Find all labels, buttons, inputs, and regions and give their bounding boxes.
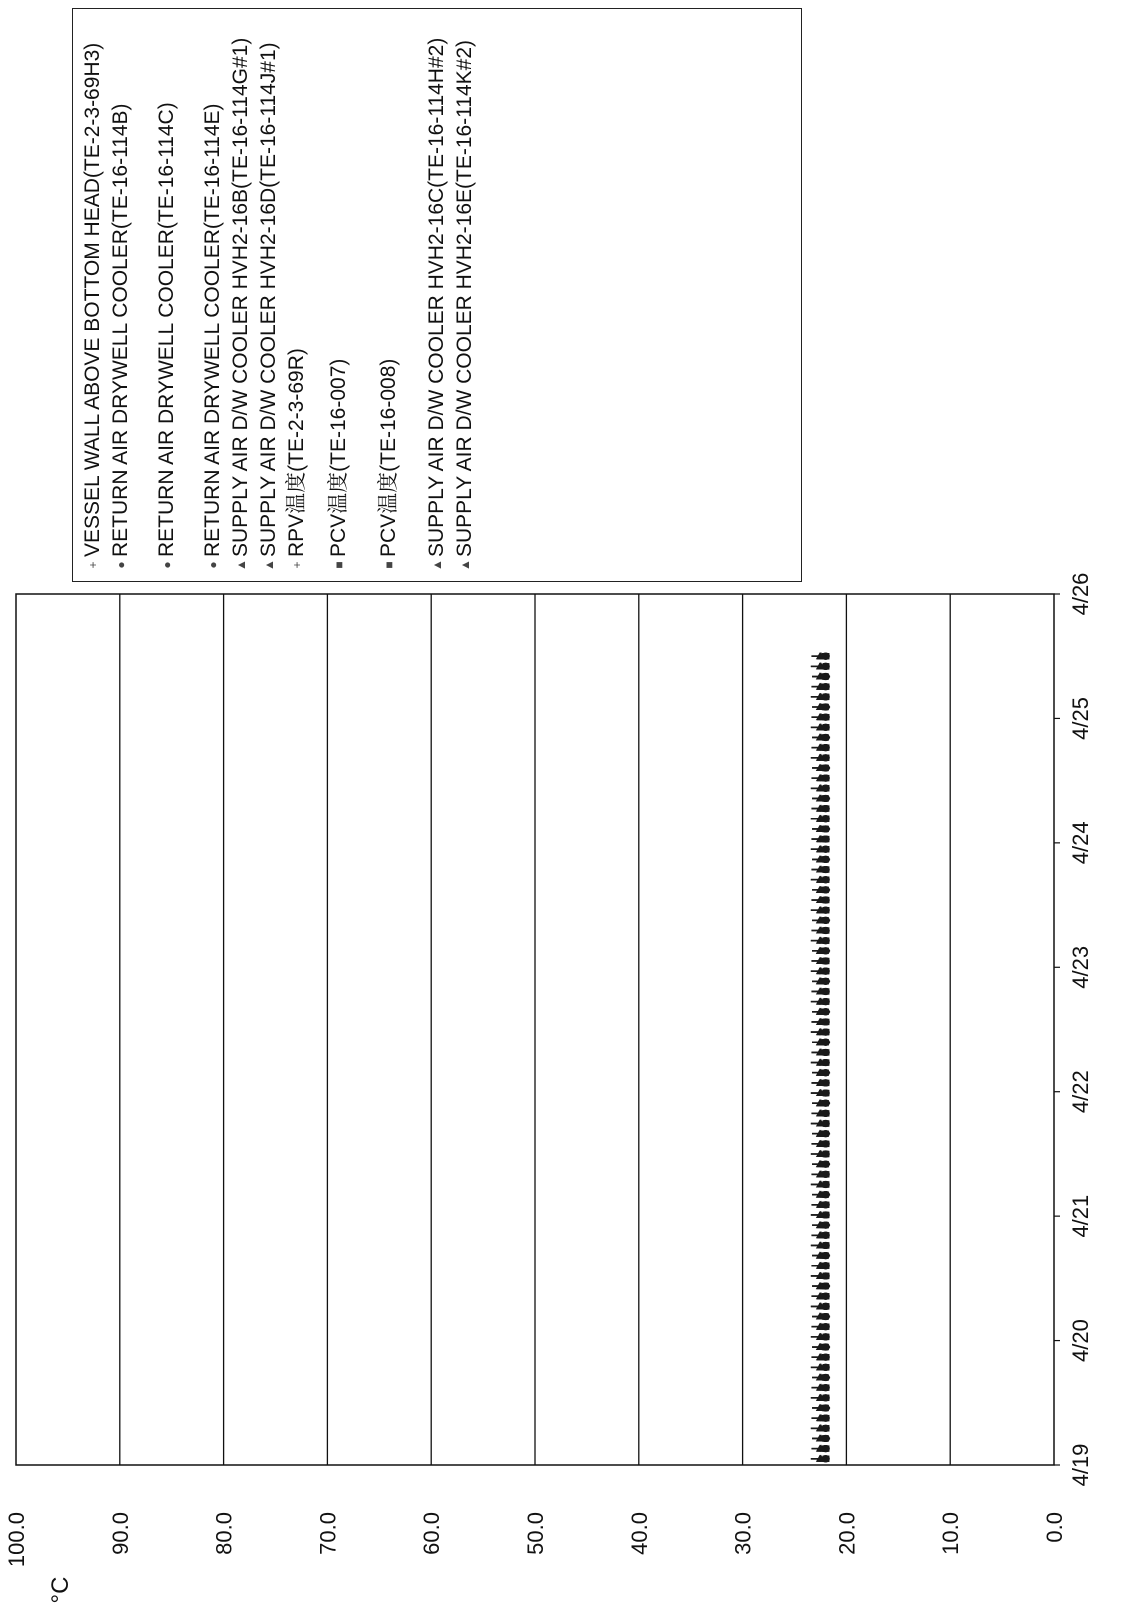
legend-marker-icon: + — [290, 561, 304, 569]
legend-label: PCV温度(TE-16-007) — [327, 358, 350, 557]
legend-marker-icon: ▲ — [234, 559, 248, 571]
y-tick-label: 100.0 — [4, 1512, 29, 1568]
y-tick-label: 50.0 — [523, 1512, 548, 1555]
legend-marker-icon: ▲ — [458, 559, 472, 571]
y-tick-label: 70.0 — [315, 1512, 341, 1555]
legend-label: PCV温度(TE-16-008) — [377, 358, 400, 557]
series-2 — [821, 653, 829, 1463]
legend-item — [425, 19, 449, 573]
legend-item — [285, 19, 309, 573]
series-6 — [816, 652, 825, 1462]
x-tick-label: 4/25 — [1068, 697, 1093, 740]
x-tick-label: 4/26 — [1068, 572, 1093, 616]
y-tick-label: 30.0 — [730, 1512, 756, 1555]
legend-item — [201, 19, 225, 573]
legend-label: SUPPLY AIR D/W COOLER HVH2-16E(TE-16-114K#2) — [453, 39, 476, 557]
legend-label: SUPPLY AIR D/W COOLER HVH2-16C(TE-16-114H#2) — [425, 37, 448, 557]
legend-item — [453, 19, 477, 573]
legend-marker-icon: ■ — [382, 561, 396, 569]
legend-marker-icon: ● — [114, 561, 128, 569]
legend-label: SUPPLY AIR D/W COOLER HVH2-16B(TE-16-114G#1) — [229, 37, 252, 557]
y-tick-label: 60.0 — [419, 1512, 445, 1555]
legend-label: RPV温度(TE-2-3-69R) — [285, 348, 308, 557]
legend-item — [257, 19, 281, 573]
legend-item — [377, 19, 401, 573]
legend-marker-icon: ● — [160, 561, 174, 569]
x-tick-label: 4/21 — [1068, 1194, 1093, 1238]
y-tick-label: 20.0 — [834, 1512, 860, 1555]
legend-marker-icon: + — [86, 561, 100, 569]
tick-labels — [4, 573, 1093, 1567]
legend-label: RETURN AIR DRYWELL COOLER(TE-16-114E) — [201, 103, 224, 557]
x-tick-label: 4/19 — [1068, 1443, 1093, 1487]
series-9 — [822, 653, 830, 1462]
legend-marker-icon: ▲ — [430, 559, 444, 571]
legend-item — [109, 19, 133, 573]
legend-label: VESSEL WALL ABOVE BOTTOM HEAD(TE-2-3-69H3) — [81, 42, 104, 557]
legend-list — [73, 9, 803, 583]
legend-label: RETURN AIR DRYWELL COOLER(TE-16-114B) — [109, 103, 132, 557]
y-tick-label: 0.0 — [1042, 1512, 1067, 1543]
legend-marker-icon: ▲ — [262, 559, 276, 571]
legend-item — [81, 19, 105, 573]
y-tick-label: 10.0 — [938, 1512, 964, 1555]
y-tick-label: 80.0 — [211, 1512, 237, 1555]
x-tick-label: 4/22 — [1068, 1070, 1093, 1114]
legend — [72, 8, 802, 582]
x-tick-label: 4/23 — [1068, 945, 1093, 989]
legend-label: RETURN AIR DRYWELL COOLER(TE-16-114C) — [155, 102, 178, 557]
legend-marker-icon: ■ — [332, 561, 346, 569]
y-tick-label: 90.0 — [107, 1512, 133, 1555]
y-tick-label: 40.0 — [626, 1512, 652, 1555]
legend-item — [155, 19, 179, 573]
x-tick-label: 4/24 — [1068, 821, 1093, 865]
series-8 — [822, 653, 830, 1462]
legend-item — [327, 19, 351, 573]
series-3 — [821, 653, 829, 1463]
series-4 — [821, 653, 829, 1463]
legend-marker-icon: ● — [206, 561, 220, 569]
y-axis-label: °C — [47, 1576, 74, 1604]
legend-label: SUPPLY AIR D/W COOLER HVH2-16D(TE-16-114J#1) — [257, 42, 280, 557]
data-marks — [811, 652, 830, 1462]
grid-layer — [16, 594, 1060, 1465]
legend-item — [229, 19, 253, 573]
series-11 — [816, 652, 825, 1462]
x-tick-label: 4/20 — [1068, 1319, 1093, 1362]
series-5 — [816, 652, 825, 1462]
series-10 — [816, 652, 825, 1462]
